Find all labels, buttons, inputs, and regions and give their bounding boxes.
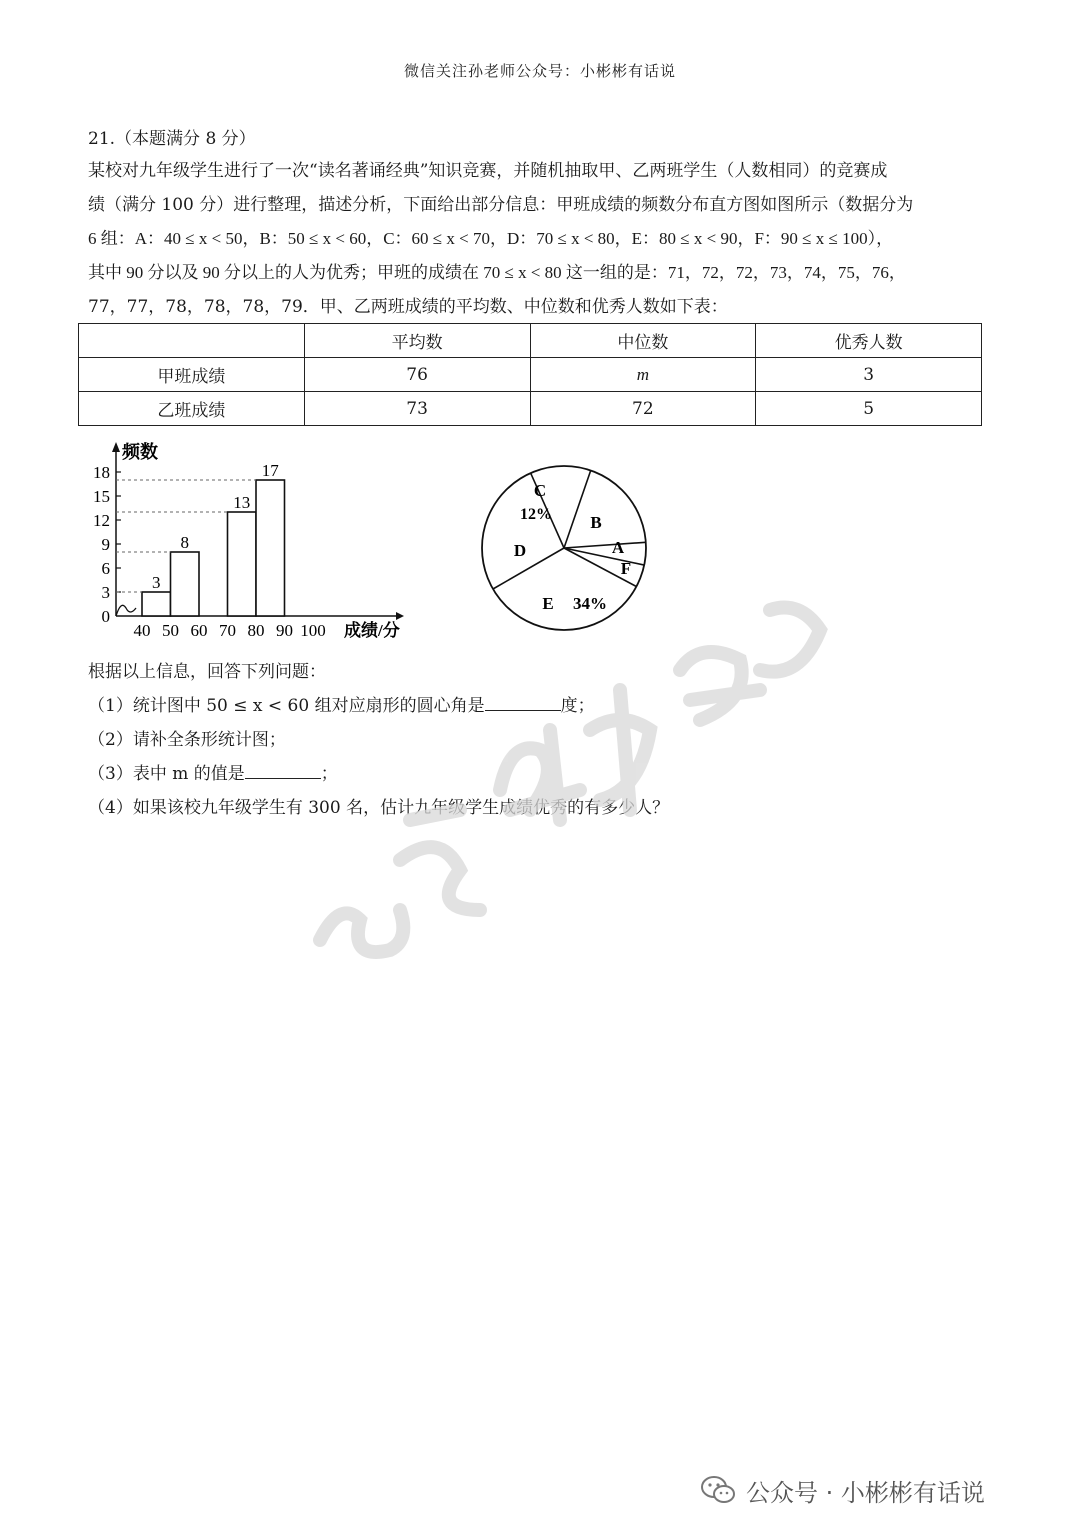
y-tick-label: 18 [93, 463, 110, 482]
answer-blank[interactable] [485, 690, 561, 711]
table-header-cell [79, 324, 305, 358]
question-3-suffix: ； [320, 764, 338, 784]
pie-slice-label: B [590, 513, 602, 532]
pie-slice-label: C [533, 481, 547, 500]
questions [88, 655, 669, 825]
question-2: （2）请补全条形统计图； [88, 730, 286, 750]
question-4: （4）如果该校九年级学生有 300 名，估计九年级学生成绩优秀的有多少人？ [88, 798, 670, 818]
histogram-bar [228, 512, 257, 616]
axis-break [116, 605, 136, 616]
question-paragraph [88, 154, 998, 324]
x-tick-label: 50 [162, 621, 179, 640]
pie-slice-label: D [513, 541, 527, 560]
table-cell: 3 [756, 358, 982, 392]
histogram-chart [78, 436, 438, 646]
figures [78, 430, 998, 660]
histogram-bar [171, 552, 200, 616]
paragraph-line: 77，77，78，78，78，79．甲、乙两班成绩的平均数、中位数和优秀人数如下表： [88, 297, 728, 317]
wechat-icon [700, 1475, 736, 1505]
y-tick-label: 3 [101, 583, 110, 602]
pie-slice-label: F [620, 559, 632, 578]
x-axis-label: 成绩/分 [344, 621, 400, 640]
question-1-text: （1）统计图中 50 ≤ x < 60 组对应扇形的圆心角是 [88, 696, 485, 716]
table-cell: 甲班成绩 [79, 358, 305, 392]
paragraph-line: 6 组：A：40 ≤ x < 50，B：50 ≤ x < 60，C：60 ≤ x < 70，D：70 ≤ x < 80，E：80 ≤ x < 90，F：90 ≤ x ≤ 100）， [88, 229, 894, 248]
bar-data-label: 3 [152, 573, 161, 592]
pie-chart [478, 462, 678, 662]
table-header-cell: 平均数 [304, 324, 530, 358]
table-header-cell: 优秀人数 [756, 324, 982, 358]
answer-blank[interactable] [245, 758, 321, 779]
question-3 [88, 757, 669, 791]
x-tick-label: 100 [300, 621, 326, 640]
question-title: 21.（本题满分 8 分） [88, 129, 256, 149]
y-tick-label: 15 [93, 487, 110, 506]
table-header-row [79, 324, 982, 358]
table-row [79, 358, 982, 392]
bar-data-label: 13 [233, 493, 251, 512]
table-cell: 5 [756, 392, 982, 426]
x-tick-label: 40 [133, 621, 151, 640]
x-tick-label: 60 [190, 621, 208, 640]
table-cell: 76 [304, 358, 530, 392]
table-cell: 乙班成绩 [79, 392, 305, 426]
paragraph-line: 其中 90 分以及 90 分以上的人为优秀；甲班的成绩在 70 ≤ x < 80 这一组的是：71，72，72，73，74，75，76， [88, 263, 906, 282]
page-header: 微信关注孙老师公众号：小彬彬有话说 [403, 62, 676, 80]
stats-table [78, 323, 982, 426]
question-3-text: （3）表中 m 的值是 [88, 764, 245, 784]
questions-intro: 根据以上信息，回答下列问题： [88, 662, 326, 682]
footer [700, 1470, 985, 1510]
bar-data-label: 8 [180, 533, 189, 552]
question-1 [88, 689, 669, 723]
pie-slice-value: 34% [573, 594, 607, 613]
paragraph-line: 某校对九年级学生进行了一次“读名著诵经典”知识竞赛，并随机抽取甲、乙两班学生（人数相同）的竞赛成 [88, 161, 888, 181]
pie-slice-label: A [611, 538, 625, 557]
x-tick-label: 80 [247, 621, 265, 640]
y-tick-label: 12 [93, 511, 110, 530]
histogram-bar [256, 480, 285, 616]
y-tick-label: 6 [101, 559, 110, 578]
paragraph-line: 绩（满分 100 分）进行整理，描述分析，下面给出部分信息：甲班成绩的频数分布直方图如图所示（数据分为 [88, 195, 914, 215]
histogram-bar [142, 592, 171, 616]
bar-data-label: 17 [261, 461, 279, 480]
y-axis-label: 频数 [122, 442, 158, 462]
table-cell: 73 [304, 392, 530, 426]
question-1-suffix: 度； [560, 696, 595, 716]
x-axis-arrow [396, 612, 404, 620]
y-tick-label: 0 [101, 607, 110, 626]
pie-slice-label: E [542, 594, 554, 613]
footer-text: 公众号 · 小彬彬有话说 [746, 1478, 985, 1507]
y-tick-label: 9 [101, 535, 110, 554]
pie-slice-value: 12% [520, 506, 552, 523]
x-tick-label: 90 [276, 621, 293, 640]
y-axis-arrow [112, 442, 120, 452]
x-tick-label: 70 [219, 621, 236, 640]
table-row [79, 392, 982, 426]
table-cell: m [530, 358, 756, 392]
table-header-cell: 中位数 [530, 324, 756, 358]
table-cell: 72 [530, 392, 756, 426]
